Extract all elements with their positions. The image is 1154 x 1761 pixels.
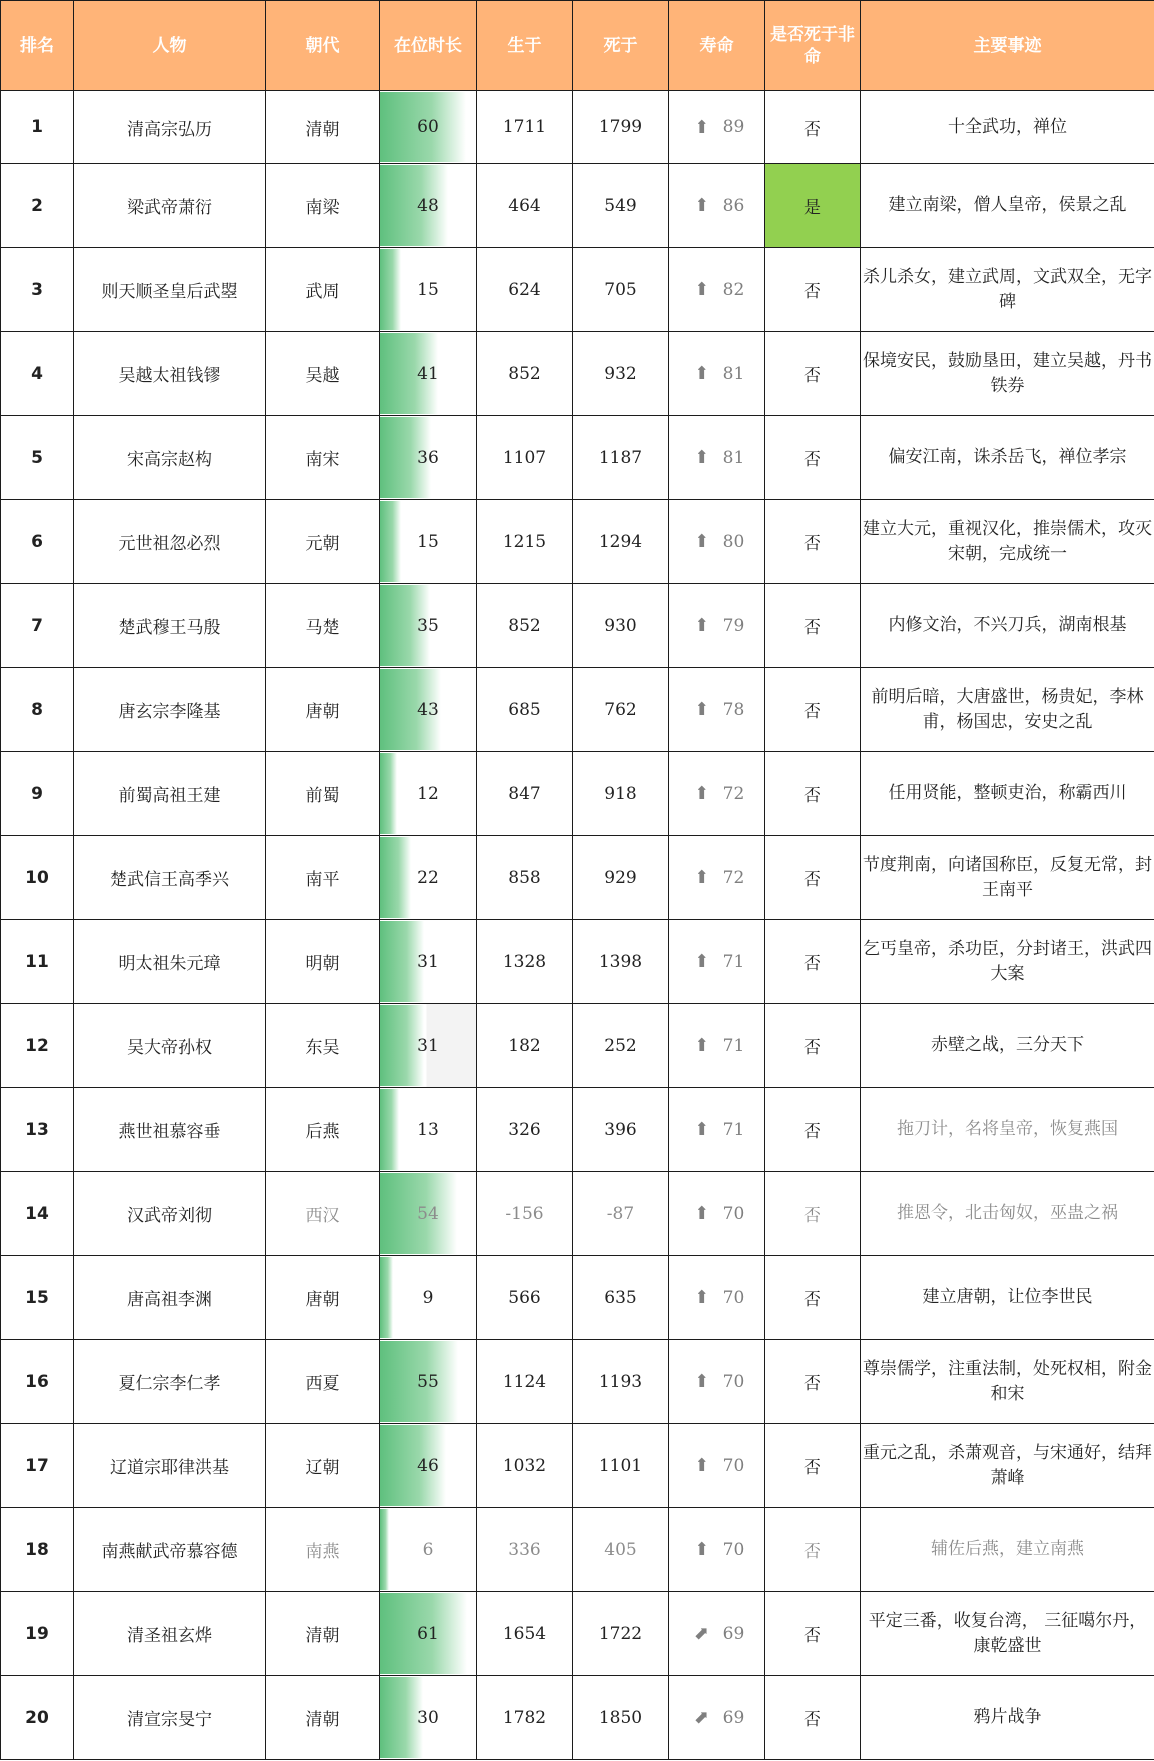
lifespan-cell[interactable] [669,1592,765,1676]
header-row [1,1,1154,91]
dynasty-cell[interactable]: 唐朝 [266,668,380,752]
died-cell[interactable]: 932 [573,332,669,416]
reign-value: 54 [417,1203,439,1224]
rank-cell[interactable]: 10 [1,836,74,920]
lifespan-value: 70 [722,1539,745,1560]
dynasty-cell[interactable]: 辽朝 [266,1424,380,1508]
main-deeds-cell[interactable]: 建立大元，重视汉化，推崇儒术，攻灭宋朝，完成统一 [861,500,1154,584]
unnatural-death-cell[interactable]: 否 [765,1256,861,1340]
reign-data-bar [380,1089,399,1170]
table-row [1,668,1154,752]
main-deeds-cell[interactable]: 节度荆南，向诸国称臣，反复无常，封王南平 [861,836,1154,920]
reign-length-cell[interactable] [380,836,477,920]
died-cell[interactable]: 252 [573,1004,669,1088]
person-cell[interactable]: 清圣祖玄烨 [74,1592,266,1676]
main-deeds-cell[interactable]: 建立南梁，僧人皇帝，侯景之乱 [861,164,1154,248]
rank-cell[interactable]: 13 [1,1088,74,1172]
person-cell[interactable]: 唐高祖李渊 [74,1256,266,1340]
died-cell[interactable]: 1799 [573,91,669,164]
reign-value: 60 [417,117,439,137]
unnatural-death-cell[interactable]: 否 [765,668,861,752]
died-cell[interactable]: 1722 [573,1592,669,1676]
reign-length-cell[interactable] [380,416,477,500]
arrow-up-icon: ⬆ [694,363,710,384]
main-deeds-cell[interactable]: 保境安民，鼓励垦田，建立吴越，丹书铁券 [861,332,1154,416]
died-cell[interactable]: 762 [573,668,669,752]
died-cell[interactable]: -87 [573,1172,669,1256]
reign-value: 12 [417,783,439,804]
main-deeds-cell[interactable]: 辅佐后燕，建立南燕 [861,1508,1154,1592]
header-unnatural-death[interactable]: 是否死于非命 [765,1,861,91]
arrow-up-icon: ⬆ [694,699,710,720]
unnatural-death-cell[interactable]: 否 [765,1340,861,1424]
unnatural-death-cell[interactable]: 否 [765,1592,861,1676]
arrow-up-right-icon: ⬈ [694,1707,710,1728]
reign-length-cell[interactable] [380,1592,477,1676]
lifespan-cell[interactable] [669,91,765,164]
lifespan-value: 79 [722,615,745,636]
header-main-deeds[interactable]: 主要事迹 [861,1,1154,91]
lifespan-cell[interactable] [669,836,765,920]
table-row [1,416,1154,500]
table-row [1,332,1154,416]
born-cell[interactable]: 1107 [477,416,573,500]
died-cell[interactable]: 1193 [573,1340,669,1424]
lifespan-cell[interactable] [669,1088,765,1172]
dynasty-cell[interactable]: 唐朝 [266,1256,380,1340]
died-cell[interactable]: 1850 [573,1676,669,1760]
rank-cell[interactable]: 16 [1,1340,74,1424]
lifespan-value: 80 [722,531,745,552]
reign-data-bar [380,1509,389,1590]
lifespan-value: 72 [722,867,745,888]
reign-value: 36 [417,447,439,468]
reign-value: 6 [422,1539,434,1560]
born-cell[interactable]: 1124 [477,1340,573,1424]
table-body [1,91,1154,1760]
lifespan-value: 71 [722,1119,745,1140]
reign-length-cell[interactable] [380,668,477,752]
unnatural-death-cell[interactable]: 否 [765,1424,861,1508]
dynasty-cell[interactable]: 明朝 [266,920,380,1004]
rank-cell[interactable]: 15 [1,1256,74,1340]
reign-value: 13 [417,1119,439,1140]
reign-length-cell[interactable] [380,1004,477,1088]
rank-cell[interactable]: 19 [1,1592,74,1676]
rank-cell[interactable]: 4 [1,332,74,416]
reign-length-cell[interactable] [380,1172,477,1256]
reign-value: 61 [417,1623,439,1644]
born-cell[interactable]: 1215 [477,500,573,584]
dynasty-cell[interactable]: 吴越 [266,332,380,416]
lifespan-cell[interactable] [669,1508,765,1592]
person-cell[interactable]: 燕世祖慕容垂 [74,1088,266,1172]
born-cell[interactable]: 1654 [477,1592,573,1676]
lifespan-value: 89 [722,117,745,137]
table-row [1,752,1154,836]
person-cell[interactable]: 楚武信王高季兴 [74,836,266,920]
reign-length-cell[interactable] [380,1424,477,1508]
lifespan-value: 78 [722,699,745,720]
born-cell[interactable]: 1711 [477,91,573,164]
header-rank[interactable]: 排名 [1,1,74,91]
main-deeds-cell[interactable]: 重元之乱，杀萧观音，与宋通好，结拜萧峰 [861,1424,1154,1508]
died-cell[interactable]: 918 [573,752,669,836]
header-died[interactable]: 死于 [573,1,669,91]
table-row [1,1088,1154,1172]
rank-cell[interactable]: 20 [1,1676,74,1760]
person-cell[interactable]: 则天顺圣皇后武曌 [74,248,266,332]
arrow-up-icon: ⬆ [694,1539,710,1560]
reign-length-cell[interactable] [380,248,477,332]
main-deeds-cell[interactable]: 鸦片战争 [861,1676,1154,1760]
rank-cell[interactable]: 7 [1,584,74,668]
table-row [1,1172,1154,1256]
lifespan-cell[interactable] [669,920,765,1004]
lifespan-cell[interactable] [669,164,765,248]
arrow-up-icon: ⬆ [694,531,710,552]
arrow-up-icon: ⬆ [694,951,710,972]
lifespan-value: 69 [722,1623,745,1644]
dynasty-cell[interactable]: 南平 [266,836,380,920]
dynasty-cell[interactable]: 前蜀 [266,752,380,836]
lifespan-cell[interactable] [669,584,765,668]
died-cell[interactable]: 929 [573,836,669,920]
header-lifespan[interactable]: 寿命 [669,1,765,91]
unnatural-death-cell[interactable]: 否 [765,584,861,668]
lifespan-value: 69 [722,1707,745,1728]
dynasty-cell[interactable]: 清朝 [266,1676,380,1760]
unnatural-death-cell[interactable]: 否 [765,920,861,1004]
reign-length-cell[interactable] [380,91,477,164]
arrow-up-icon: ⬆ [694,116,710,138]
died-cell[interactable]: 549 [573,164,669,248]
main-deeds-cell[interactable]: 偏安江南，诛杀岳飞，禅位孝宗 [861,416,1154,500]
arrow-up-icon: ⬆ [694,1371,710,1392]
born-cell[interactable]: 847 [477,752,573,836]
reign-data-bar [380,249,401,330]
dynasty-cell[interactable]: 后燕 [266,1088,380,1172]
main-deeds-cell[interactable]: 任用贤能，整顿吏治，称霸西川 [861,752,1154,836]
arrow-up-icon: ⬆ [694,1035,710,1056]
born-cell[interactable]: 1032 [477,1424,573,1508]
main-deeds-cell[interactable]: 十全武功，禅位 [861,91,1154,164]
unnatural-death-cell[interactable]: 否 [765,500,861,584]
lifespan-value: 82 [722,279,745,300]
unnatural-death-cell[interactable]: 否 [765,1004,861,1088]
table-row [1,1256,1154,1340]
lifespan-value: 70 [722,1371,745,1392]
arrow-up-icon: ⬆ [694,1455,710,1476]
arrow-up-right-icon: ⬈ [694,1623,710,1644]
person-cell[interactable]: 吴大帝孙权 [74,1004,266,1088]
lifespan-cell[interactable] [669,500,765,584]
person-cell[interactable]: 前蜀高祖王建 [74,752,266,836]
person-cell[interactable]: 元世祖忽必烈 [74,500,266,584]
born-cell[interactable]: 336 [477,1508,573,1592]
reign-value: 43 [417,699,439,720]
rank-cell[interactable]: 8 [1,668,74,752]
lifespan-cell[interactable] [669,332,765,416]
person-cell[interactable]: 唐玄宗李隆基 [74,668,266,752]
rank-cell[interactable]: 17 [1,1424,74,1508]
rank-cell[interactable]: 14 [1,1172,74,1256]
person-cell[interactable]: 南燕献武帝慕容德 [74,1508,266,1592]
main-deeds-cell[interactable]: 拖刀计，名将皇帝，恢复燕国 [861,1088,1154,1172]
unnatural-death-cell[interactable]: 否 [765,1508,861,1592]
lifespan-value: 70 [722,1455,745,1476]
unnatural-death-cell[interactable]: 否 [765,1172,861,1256]
lifespan-cell[interactable] [669,416,765,500]
person-cell[interactable]: 辽道宗耶律洪基 [74,1424,266,1508]
arrow-up-icon: ⬆ [694,195,710,216]
died-cell[interactable]: 396 [573,1088,669,1172]
main-deeds-cell[interactable]: 乞丐皇帝，杀功臣，分封诸王，洪武四大案 [861,920,1154,1004]
table-row [1,500,1154,584]
main-deeds-cell[interactable]: 建立唐朝，让位李世民 [861,1256,1154,1340]
lifespan-cell[interactable] [669,1340,765,1424]
unnatural-death-cell[interactable]: 否 [765,1088,861,1172]
arrow-up-icon: ⬆ [694,447,710,468]
born-cell[interactable]: 566 [477,1256,573,1340]
reign-length-cell[interactable] [380,164,477,248]
reign-value: 35 [417,615,439,636]
reign-data-bar [380,837,411,918]
table-row [1,1676,1154,1760]
born-cell[interactable]: 1328 [477,920,573,1004]
dynasty-cell[interactable]: 西夏 [266,1340,380,1424]
header-dynasty[interactable]: 朝代 [266,1,380,91]
reign-data-bar [380,1257,393,1338]
main-deeds-cell[interactable]: 赤壁之战，三分天下 [861,1004,1154,1088]
reign-value: 31 [417,1035,439,1056]
table-row [1,584,1154,668]
table-row [1,91,1154,164]
died-cell[interactable]: 1101 [573,1424,669,1508]
lifespan-cell[interactable] [669,1256,765,1340]
lifespan-value: 71 [722,1035,745,1056]
table-row [1,836,1154,920]
main-deeds-cell[interactable]: 杀儿杀女，建立武周，文武双全，无字碑 [861,248,1154,332]
person-cell[interactable]: 明太祖朱元璋 [74,920,266,1004]
unnatural-death-cell[interactable]: 否 [765,91,861,164]
rank-cell[interactable]: 9 [1,752,74,836]
rank-cell[interactable]: 11 [1,920,74,1004]
rank-cell[interactable]: 6 [1,500,74,584]
reign-length-cell[interactable] [380,584,477,668]
reign-length-cell[interactable] [380,1508,477,1592]
header-person[interactable]: 人物 [74,1,266,91]
main-deeds-cell[interactable]: 平定三番，收复台湾， 三征噶尔丹，康乾盛世 [861,1592,1154,1676]
died-cell[interactable]: 405 [573,1508,669,1592]
reign-value: 55 [417,1371,439,1392]
main-deeds-cell[interactable]: 前明后暗，大唐盛世，杨贵妃，李林甫，杨国忠，安史之乱 [861,668,1154,752]
reign-value: 15 [417,279,439,300]
reign-length-cell[interactable] [380,1676,477,1760]
born-cell[interactable]: 624 [477,248,573,332]
reign-length-cell[interactable] [380,1340,477,1424]
person-cell[interactable]: 吴越太祖钱镠 [74,332,266,416]
arrow-up-icon: ⬆ [694,1287,710,1308]
unnatural-death-cell[interactable]: 否 [765,248,861,332]
person-cell[interactable]: 楚武穆王马殷 [74,584,266,668]
rank-cell[interactable]: 12 [1,1004,74,1088]
lifespan-cell[interactable] [669,668,765,752]
lifespan-value: 81 [722,363,745,384]
lifespan-value: 70 [722,1287,745,1308]
table-row [1,164,1154,248]
arrow-up-icon: ⬆ [694,615,710,636]
person-cell[interactable]: 汉武帝刘彻 [74,1172,266,1256]
lifespan-value: 71 [722,951,745,972]
reign-length-cell[interactable] [380,500,477,584]
person-cell[interactable]: 夏仁宗李仁孝 [74,1340,266,1424]
reign-length-cell[interactable] [380,1256,477,1340]
arrow-up-icon: ⬆ [694,1119,710,1140]
unnatural-death-cell[interactable]: 否 [765,1676,861,1760]
lifespan-cell[interactable] [669,752,765,836]
dynasty-cell[interactable]: 南梁 [266,164,380,248]
main-deeds-cell[interactable]: 推恩令，北击匈奴，巫蛊之祸 [861,1172,1154,1256]
rank-cell[interactable]: 1 [1,91,74,164]
main-deeds-cell[interactable]: 内修文治，不兴刀兵，湖南根基 [861,584,1154,668]
header-born[interactable]: 生于 [477,1,573,91]
lifespan-cell[interactable] [669,248,765,332]
arrow-up-icon: ⬆ [694,279,710,300]
person-cell[interactable]: 清宣宗旻宁 [74,1676,266,1760]
rank-cell[interactable]: 18 [1,1508,74,1592]
born-cell[interactable]: 464 [477,164,573,248]
died-cell[interactable]: 930 [573,584,669,668]
died-cell[interactable]: 705 [573,248,669,332]
died-cell[interactable]: 1398 [573,920,669,1004]
reign-value: 31 [417,951,439,972]
died-cell[interactable]: 1294 [573,500,669,584]
reign-value: 41 [417,363,439,384]
died-cell[interactable]: 1187 [573,416,669,500]
reign-value: 9 [422,1287,434,1308]
rank-cell[interactable]: 5 [1,416,74,500]
dynasty-cell[interactable]: 南燕 [266,1508,380,1592]
lifespan-cell[interactable] [669,1004,765,1088]
born-cell[interactable]: 685 [477,668,573,752]
dynasty-cell[interactable]: 南宋 [266,416,380,500]
person-cell[interactable]: 清高宗弘历 [74,91,266,164]
table-row [1,248,1154,332]
reign-value: 48 [417,195,439,216]
reign-value: 30 [417,1707,439,1728]
dynasty-cell[interactable]: 清朝 [266,91,380,164]
reign-length-cell[interactable] [380,920,477,1004]
born-cell[interactable]: -156 [477,1172,573,1256]
arrow-up-icon: ⬆ [694,867,710,888]
born-cell[interactable]: 858 [477,836,573,920]
lifespan-value: 81 [722,447,745,468]
table-row [1,1340,1154,1424]
reign-data-bar [380,753,397,834]
main-deeds-cell[interactable]: 尊崇儒学，注重法制，处死权相，附金和宋 [861,1340,1154,1424]
table-row [1,1424,1154,1508]
unnatural-death-cell[interactable]: 否 [765,416,861,500]
reign-value: 46 [417,1455,439,1476]
header-reign-length[interactable]: 在位时长 [380,1,477,91]
arrow-up-icon: ⬆ [694,783,710,804]
reign-data-bar [380,501,401,582]
unnatural-death-cell[interactable]: 否 [765,332,861,416]
dynasty-cell[interactable]: 清朝 [266,1592,380,1676]
table-row [1,1508,1154,1592]
born-cell[interactable]: 182 [477,1004,573,1088]
table-row [1,920,1154,1004]
rank-cell[interactable]: 2 [1,164,74,248]
born-cell[interactable]: 852 [477,332,573,416]
table-row [1,1592,1154,1676]
rank-cell[interactable]: 3 [1,248,74,332]
dynasty-cell[interactable]: 元朝 [266,500,380,584]
lifespan-cell[interactable] [669,1424,765,1508]
reign-length-cell[interactable] [380,332,477,416]
lifespan-cell[interactable] [669,1172,765,1256]
lifespan-cell[interactable] [669,1676,765,1760]
dynasty-cell[interactable]: 马楚 [266,584,380,668]
dynasty-cell[interactable]: 东吴 [266,1004,380,1088]
lifespan-value: 86 [722,195,745,216]
reign-length-cell[interactable] [380,752,477,836]
born-cell[interactable]: 326 [477,1088,573,1172]
reign-length-cell[interactable] [380,1088,477,1172]
unnatural-death-cell[interactable]: 是 [765,164,861,248]
person-cell[interactable]: 宋高宗赵构 [74,416,266,500]
reign-value: 22 [417,867,439,888]
table-row [1,1004,1154,1088]
lifespan-value: 70 [722,1203,745,1224]
unnatural-death-cell[interactable]: 否 [765,836,861,920]
dynasty-cell[interactable]: 西汉 [266,1172,380,1256]
unnatural-death-cell[interactable]: 否 [765,752,861,836]
reign-value: 15 [417,531,439,552]
born-cell[interactable]: 852 [477,584,573,668]
lifespan-value: 72 [722,783,745,804]
born-cell[interactable]: 1782 [477,1676,573,1760]
arrow-up-icon: ⬆ [694,1203,710,1224]
dynasty-cell[interactable]: 武周 [266,248,380,332]
died-cell[interactable]: 635 [573,1256,669,1340]
person-cell[interactable]: 梁武帝萧衍 [74,164,266,248]
